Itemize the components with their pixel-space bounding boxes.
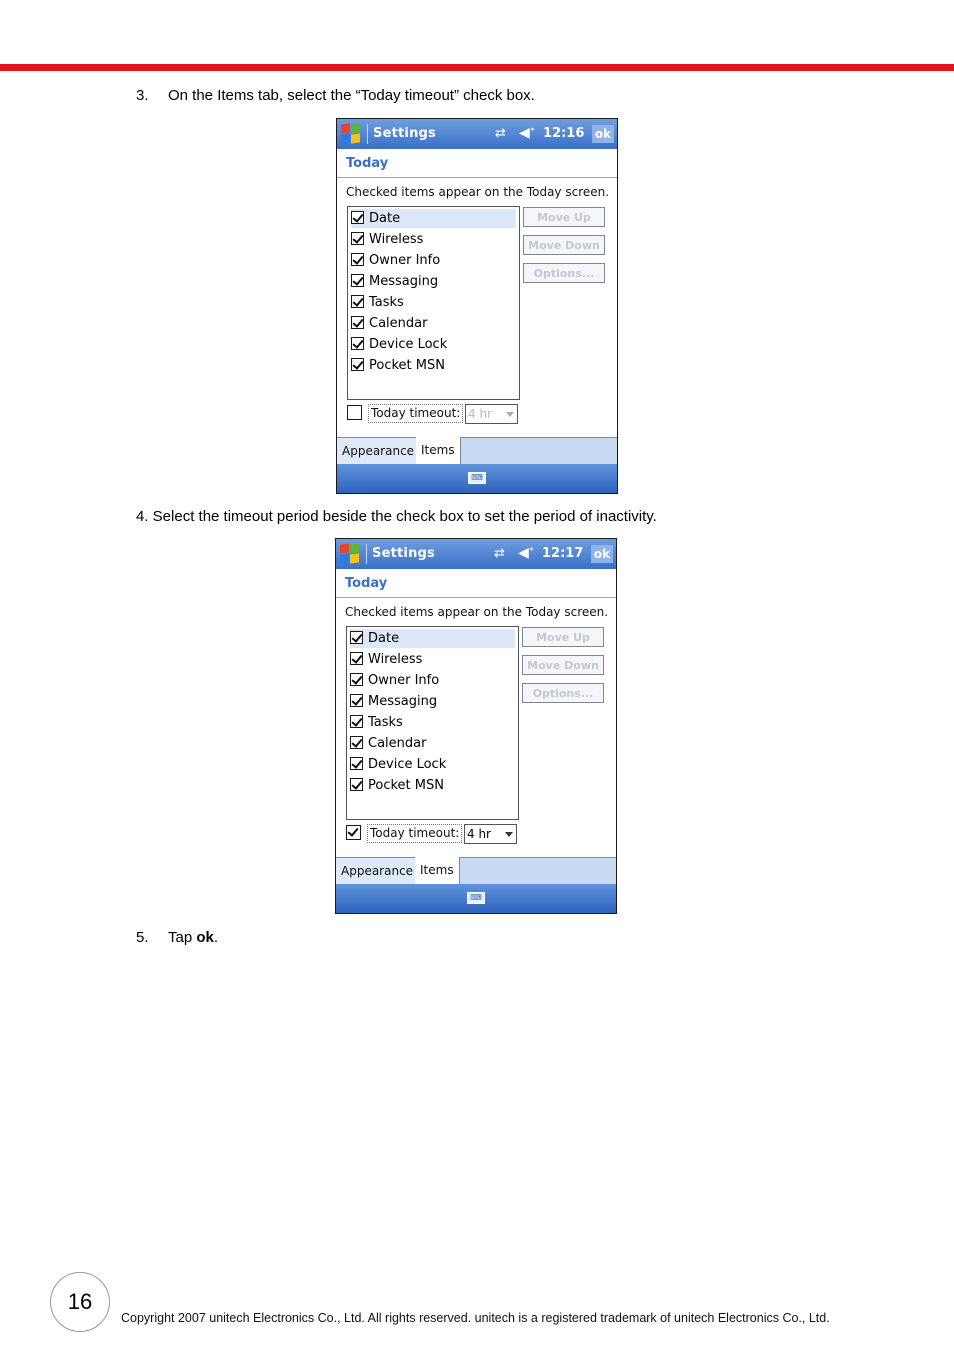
step-5-number: 5. [136, 929, 149, 946]
list-item[interactable] [351, 314, 516, 333]
app-title: Settings [373, 126, 436, 141]
item-checkbox[interactable] [351, 337, 364, 350]
tab-strip [337, 437, 617, 464]
move-down-button[interactable]: Move Down [523, 235, 605, 255]
page-number: 16 [50, 1272, 110, 1332]
volume-icon[interactable]: ◀ᐩ [519, 125, 536, 141]
item-checkbox[interactable] [350, 757, 363, 770]
chevron-down-icon [506, 412, 514, 417]
list-item-label: Tasks [368, 715, 403, 730]
volume-icon[interactable]: ◀ᐩ [518, 545, 535, 561]
timeout-value: 4 hr [468, 407, 492, 421]
screenshot-settings-2 [335, 538, 617, 914]
move-up-button[interactable]: Move Up [522, 627, 604, 647]
menu-bar [336, 884, 616, 913]
items-list[interactable] [346, 626, 519, 820]
ok-button[interactable]: ok [591, 545, 613, 563]
ok-button[interactable]: ok [592, 125, 614, 143]
options-button[interactable]: Options... [522, 683, 604, 703]
step-3-text: On the Items tab, select the “Today timeout” check box. [168, 87, 535, 104]
today-timeout-label[interactable]: Today timeout: [368, 404, 463, 423]
list-item-label: Tasks [369, 295, 404, 310]
list-item[interactable] [350, 629, 515, 648]
item-checkbox[interactable] [350, 694, 363, 707]
item-checkbox[interactable] [350, 778, 363, 791]
today-timeout-label[interactable]: Today timeout: [367, 824, 462, 843]
list-item[interactable] [351, 272, 516, 291]
list-item-label: Pocket MSN [369, 358, 445, 373]
keyboard-icon[interactable]: ⌨ [467, 892, 485, 904]
list-item[interactable] [351, 293, 516, 312]
list-item[interactable] [350, 650, 515, 669]
list-item[interactable] [350, 734, 515, 753]
tab-appearance[interactable]: Appearance [336, 858, 419, 884]
item-checkbox[interactable] [350, 715, 363, 728]
timeout-value: 4 hr [467, 827, 491, 841]
list-item[interactable] [350, 755, 515, 774]
list-item[interactable] [350, 671, 515, 690]
tab-items[interactable]: Items [416, 437, 461, 465]
options-button[interactable]: Options... [523, 263, 605, 283]
list-item-label: Device Lock [369, 337, 448, 352]
list-item-label: Device Lock [368, 757, 447, 772]
keyboard-icon[interactable]: ⌨ [468, 472, 486, 484]
list-item-label: Owner Info [369, 253, 441, 268]
title-bar [337, 119, 617, 149]
item-checkbox[interactable] [350, 673, 363, 686]
timeout-dropdown[interactable] [464, 824, 517, 844]
list-item[interactable] [350, 776, 515, 795]
list-item[interactable] [351, 251, 516, 270]
step-4 [136, 508, 657, 526]
item-checkbox[interactable] [351, 295, 364, 308]
page-header [337, 149, 617, 178]
timeout-dropdown[interactable] [465, 404, 518, 424]
list-item-label: Date [368, 631, 400, 646]
list-item[interactable] [351, 230, 516, 249]
page-header [336, 569, 616, 598]
menu-bar [337, 464, 617, 493]
item-checkbox[interactable] [351, 274, 364, 287]
tab-appearance[interactable]: Appearance [337, 438, 420, 464]
item-checkbox[interactable] [350, 736, 363, 749]
today-timeout-checkbox[interactable] [346, 825, 361, 840]
list-item-label: Pocket MSN [368, 778, 444, 793]
item-checkbox[interactable] [351, 316, 364, 329]
tab-items[interactable]: Items [415, 857, 460, 885]
move-up-button[interactable]: Move Up [523, 207, 605, 227]
list-item-label: Calendar [369, 316, 428, 331]
step-5 [136, 929, 218, 947]
list-item[interactable] [351, 356, 516, 375]
list-item-label: Wireless [368, 652, 423, 667]
clock[interactable]: 12:17 [542, 546, 584, 561]
today-timeout-checkbox[interactable] [347, 405, 362, 420]
item-checkbox[interactable] [351, 211, 364, 224]
screenshot-settings-1 [336, 118, 618, 494]
windows-start-icon[interactable] [341, 124, 361, 144]
instruction-text: Checked items appear on the Today screen. [346, 185, 610, 199]
item-checkbox[interactable] [350, 652, 363, 665]
list-item[interactable] [350, 692, 515, 711]
step-5-ok: ok [196, 929, 214, 946]
item-checkbox[interactable] [351, 358, 364, 371]
step-3-number: 3. [136, 87, 149, 104]
list-item[interactable] [351, 335, 516, 354]
move-down-button[interactable]: Move Down [522, 655, 604, 675]
header-red-bar [0, 64, 954, 71]
copyright-notice: Copyright 2007 unitech Electronics Co., Ltd. All rights reserved. unitech is a registered trademark of unitech Electronics Co., Ltd. [121, 1311, 830, 1325]
step-3 [136, 87, 535, 105]
clock[interactable]: 12:16 [543, 126, 585, 141]
item-checkbox[interactable] [350, 631, 363, 644]
connectivity-icon[interactable]: ⇄ [495, 126, 506, 141]
list-item-label: Messaging [368, 694, 438, 709]
list-item-label: Wireless [369, 232, 424, 247]
app-title: Settings [372, 546, 435, 561]
chevron-down-icon [505, 832, 513, 837]
title-bar [336, 539, 616, 569]
page-title: Today [346, 156, 389, 171]
windows-start-icon[interactable] [340, 544, 360, 564]
step-4-text: 4. Select the timeout period beside the check box to set the period of inactivity. [136, 508, 657, 525]
page-title: Today [345, 576, 388, 591]
item-checkbox[interactable] [351, 253, 364, 266]
step-5-text-post: . [213, 929, 219, 946]
step-5-text-pre: Tap [168, 929, 197, 946]
connectivity-icon[interactable]: ⇄ [494, 546, 505, 561]
list-item-label: Owner Info [368, 673, 440, 688]
item-checkbox[interactable] [351, 232, 364, 245]
list-item[interactable] [351, 209, 516, 228]
instruction-text: Checked items appear on the Today screen. [345, 605, 609, 619]
items-list[interactable] [347, 206, 520, 400]
list-item-label: Calendar [368, 736, 427, 751]
list-item-label: Date [369, 211, 401, 226]
list-item[interactable] [350, 713, 515, 732]
tab-strip [336, 857, 616, 884]
list-item-label: Messaging [369, 274, 439, 289]
